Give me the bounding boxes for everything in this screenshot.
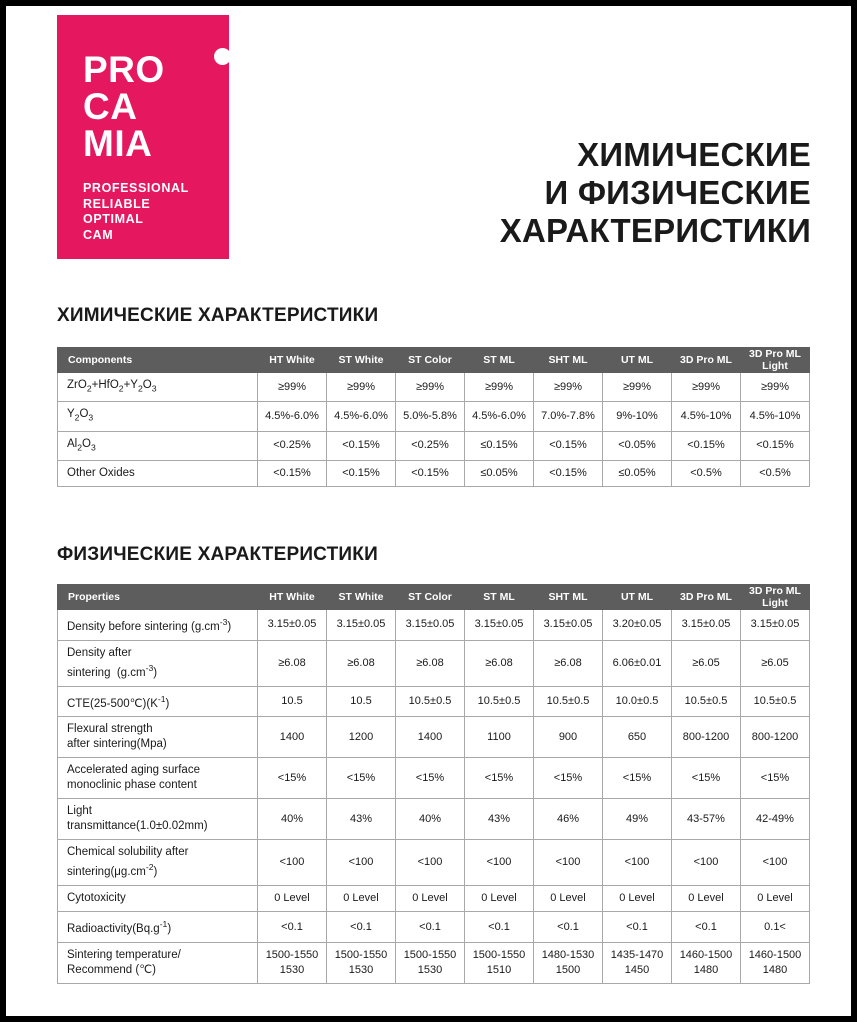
table-cell: <100	[603, 840, 672, 886]
table-cell: ≤0.05%	[603, 460, 672, 486]
table-cell: 900	[534, 717, 603, 758]
table-cell: 0 Level	[465, 886, 534, 912]
row-label: Accelerated aging surface monoclinic phase content	[58, 758, 258, 799]
table-cell: <100	[741, 840, 810, 886]
column-header: ST ML	[465, 348, 534, 373]
column-header: SHT ML	[534, 348, 603, 373]
row-label: Cytotoxicity	[58, 886, 258, 912]
table-cell: <100	[327, 840, 396, 886]
column-header: 3D Pro ML Light	[741, 585, 810, 610]
table-cell: ≥6.05	[672, 640, 741, 686]
table-cell: 6.06±0.01	[603, 640, 672, 686]
chemical-table-header	[58, 348, 810, 373]
chemical-section-title: ХИМИЧЕСКИЕ ХАРАКТЕРИСТИКИ	[57, 305, 379, 326]
logo-word-line-2: CA	[83, 86, 138, 127]
table-cell: <0.15%	[672, 431, 741, 460]
table-cell: ≥6.08	[396, 640, 465, 686]
table-cell: <0.1	[672, 912, 741, 943]
table-row	[58, 886, 810, 912]
table-cell: <15%	[534, 758, 603, 799]
table-cell: 0 Level	[396, 886, 465, 912]
column-header: ST Color	[396, 585, 465, 610]
logo-tagline-line-1: PROFESSIONAL	[83, 181, 189, 195]
table-cell: 1400	[396, 717, 465, 758]
row-label: $CTE(25-500℃)(K^{-1})$	[58, 686, 258, 717]
table-cell: 43-57%	[672, 799, 741, 840]
column-header: SHT ML	[534, 585, 603, 610]
table-cell: <15%	[258, 758, 327, 799]
logo-tagline-line-4: CAM	[83, 227, 114, 242]
row-label: Density after sintering $(g.cm^{-3})$	[58, 640, 258, 686]
table-cell: 1400	[258, 717, 327, 758]
table-cell: 3.15±0.05	[327, 610, 396, 641]
logo-tagline	[83, 181, 189, 243]
row-label: $Y_2O_3$	[58, 402, 258, 431]
logo-tagline-line-2: RELIABLE	[83, 196, 151, 211]
physical-table-body	[58, 610, 810, 984]
table-cell: 10.5	[327, 686, 396, 717]
column-header: Properties	[58, 585, 258, 610]
row-label: Other Oxides	[58, 460, 258, 486]
table-cell: ≤0.15%	[465, 431, 534, 460]
document-header	[6, 6, 851, 268]
table-row	[58, 840, 810, 886]
logo-wordmark	[83, 51, 165, 162]
table-cell: 0 Level	[258, 886, 327, 912]
table-cell: ≥99%	[258, 373, 327, 402]
table-cell: <0.1	[603, 912, 672, 943]
table-cell: ≥6.08	[534, 640, 603, 686]
physical-section-title: ФИЗИЧЕСКИЕ ХАРАКТЕРИСТИКИ	[57, 544, 378, 565]
logo-dot-icon	[214, 48, 231, 65]
table-cell: 3.15±0.05	[672, 610, 741, 641]
table-cell: <0.15%	[741, 431, 810, 460]
table-cell: 650	[603, 717, 672, 758]
table-cell: <0.15%	[534, 460, 603, 486]
column-header: ST White	[327, 348, 396, 373]
table-cell: 4.5%-6.0%	[465, 402, 534, 431]
table-cell: 10.5±0.5	[534, 686, 603, 717]
table-cell: ≥99%	[672, 373, 741, 402]
table-cell: 10.5±0.5	[672, 686, 741, 717]
table-cell: <0.15%	[258, 460, 327, 486]
row-label: Light transmittance(1.0±0.02mm)	[58, 799, 258, 840]
table-cell: 3.15±0.05	[396, 610, 465, 641]
table-cell: 43%	[327, 799, 396, 840]
column-header: ST Color	[396, 348, 465, 373]
table-cell: ≥99%	[534, 373, 603, 402]
table-row	[58, 686, 810, 717]
table-cell: 1500-1550 1530	[396, 943, 465, 984]
table-cell: 3.15±0.05	[534, 610, 603, 641]
table-row	[58, 460, 810, 486]
table-cell: 0.1<	[741, 912, 810, 943]
table-cell: 10.5±0.5	[465, 686, 534, 717]
table-cell: <100	[258, 840, 327, 886]
logo-word-line-1: PRO	[83, 49, 165, 90]
table-cell: 1100	[465, 717, 534, 758]
table-cell: 49%	[603, 799, 672, 840]
table-cell: <0.1	[396, 912, 465, 943]
row-label: $Al_2O_3$	[58, 431, 258, 460]
table-cell: <0.15%	[534, 431, 603, 460]
table-cell: <100	[396, 840, 465, 886]
table-cell: 40%	[396, 799, 465, 840]
table-row	[58, 943, 810, 984]
chemical-characteristics-table	[57, 347, 810, 487]
table-cell: <0.15%	[327, 460, 396, 486]
table-cell: ≥6.05	[741, 640, 810, 686]
table-cell: 800-1200	[741, 717, 810, 758]
table-row	[58, 610, 810, 641]
table-cell: <0.25%	[258, 431, 327, 460]
table-header-row	[58, 585, 810, 610]
table-cell: <0.1	[327, 912, 396, 943]
table-cell: <0.15%	[327, 431, 396, 460]
row-label: Density before sintering $(g.cm^{-3})$	[58, 610, 258, 641]
page-title-line-3: ХАРАКТЕРИСТИКИ	[499, 212, 811, 249]
page-title-line-2: И ФИЗИЧЕСКИЕ	[544, 174, 811, 211]
table-row	[58, 640, 810, 686]
column-header: Components	[58, 348, 258, 373]
table-cell: ≥99%	[465, 373, 534, 402]
table-row	[58, 402, 810, 431]
table-cell: 9%-10%	[603, 402, 672, 431]
table-cell: 1435-1470 1450	[603, 943, 672, 984]
table-cell: <100	[672, 840, 741, 886]
table-cell: 43%	[465, 799, 534, 840]
chemical-table-body	[58, 373, 810, 487]
table-cell: 0 Level	[672, 886, 741, 912]
table-cell: ≥99%	[396, 373, 465, 402]
table-cell: <15%	[465, 758, 534, 799]
table-row	[58, 799, 810, 840]
table-cell: 0 Level	[603, 886, 672, 912]
row-label: $Radioactivity(Bq.g^{-1})$	[58, 912, 258, 943]
table-cell: ≤0.05%	[465, 460, 534, 486]
column-header: ST ML	[465, 585, 534, 610]
table-cell: ≥99%	[327, 373, 396, 402]
table-cell: <0.1	[465, 912, 534, 943]
table-cell: <0.5%	[741, 460, 810, 486]
table-cell: 40%	[258, 799, 327, 840]
table-cell: 0 Level	[534, 886, 603, 912]
table-cell: 3.15±0.05	[465, 610, 534, 641]
table-cell: ≥99%	[603, 373, 672, 402]
column-header: 3D Pro ML Light	[741, 348, 810, 373]
table-cell: 10.5±0.5	[396, 686, 465, 717]
table-cell: ≥6.08	[465, 640, 534, 686]
table-cell: 3.20±0.05	[603, 610, 672, 641]
table-cell: 1500-1550 1530	[258, 943, 327, 984]
table-header-row	[58, 348, 810, 373]
table-cell: <15%	[327, 758, 396, 799]
table-cell: ≥6.08	[327, 640, 396, 686]
column-header: UT ML	[603, 585, 672, 610]
column-header: UT ML	[603, 348, 672, 373]
table-cell: 1460-1500 1480	[741, 943, 810, 984]
row-label: Flexural strength after sintering(Mpa)	[58, 717, 258, 758]
page-title	[500, 136, 811, 250]
row-label: $ZrO_2+HfO_2+Y_2O_3$	[58, 373, 258, 402]
table-cell: 4.5%-6.0%	[327, 402, 396, 431]
table-cell: <15%	[672, 758, 741, 799]
table-cell: <0.1	[258, 912, 327, 943]
page-title-line-1: ХИМИЧЕСКИЕ	[577, 136, 811, 173]
table-row	[58, 373, 810, 402]
column-header: ST White	[327, 585, 396, 610]
logo-word-line-3: MIA	[83, 123, 153, 164]
table-cell: <100	[534, 840, 603, 886]
table-row	[58, 431, 810, 460]
table-cell: <15%	[603, 758, 672, 799]
document-page	[6, 6, 851, 1016]
table-cell: 5.0%-5.8%	[396, 402, 465, 431]
table-cell: 1500-1550 1510	[465, 943, 534, 984]
table-cell: 10.0±0.5	[603, 686, 672, 717]
table-cell: ≥6.08	[258, 640, 327, 686]
table-cell: 1200	[327, 717, 396, 758]
table-cell: 1480-1530 1500	[534, 943, 603, 984]
table-cell: 3.15±0.05	[741, 610, 810, 641]
table-cell: 1500-1550 1530	[327, 943, 396, 984]
row-label: Chemical solubility after $sintering(\mu g.cm^{-2})$	[58, 840, 258, 886]
table-row	[58, 758, 810, 799]
table-cell: 4.5%-10%	[741, 402, 810, 431]
table-cell: <0.05%	[603, 431, 672, 460]
table-row	[58, 717, 810, 758]
table-row	[58, 912, 810, 943]
table-cell: 10.5	[258, 686, 327, 717]
table-cell: 7.0%-7.8%	[534, 402, 603, 431]
row-label: Sintering temperature/ Recommend (℃)	[58, 943, 258, 984]
table-cell: <15%	[396, 758, 465, 799]
column-header: HT White	[258, 585, 327, 610]
column-header: HT White	[258, 348, 327, 373]
table-cell: 3.15±0.05	[258, 610, 327, 641]
physical-characteristics-table	[57, 584, 810, 984]
table-cell: 10.5±0.5	[741, 686, 810, 717]
table-cell: 1460-1500 1480	[672, 943, 741, 984]
table-cell: <0.25%	[396, 431, 465, 460]
table-cell: 0 Level	[741, 886, 810, 912]
procamia-logo	[57, 15, 229, 259]
table-cell: 4.5%-10%	[672, 402, 741, 431]
column-header: 3D Pro ML	[672, 585, 741, 610]
table-cell: <15%	[741, 758, 810, 799]
physical-table-header	[58, 585, 810, 610]
table-cell: 0 Level	[327, 886, 396, 912]
table-cell: 46%	[534, 799, 603, 840]
column-header: 3D Pro ML	[672, 348, 741, 373]
table-cell: <0.1	[534, 912, 603, 943]
table-cell: 42-49%	[741, 799, 810, 840]
table-cell: <0.5%	[672, 460, 741, 486]
table-cell: ≥99%	[741, 373, 810, 402]
table-cell: 800-1200	[672, 717, 741, 758]
table-cell: <100	[465, 840, 534, 886]
table-cell: <0.15%	[396, 460, 465, 486]
table-cell: 4.5%-6.0%	[258, 402, 327, 431]
logo-tagline-line-3: OPTIMAL	[83, 212, 144, 226]
